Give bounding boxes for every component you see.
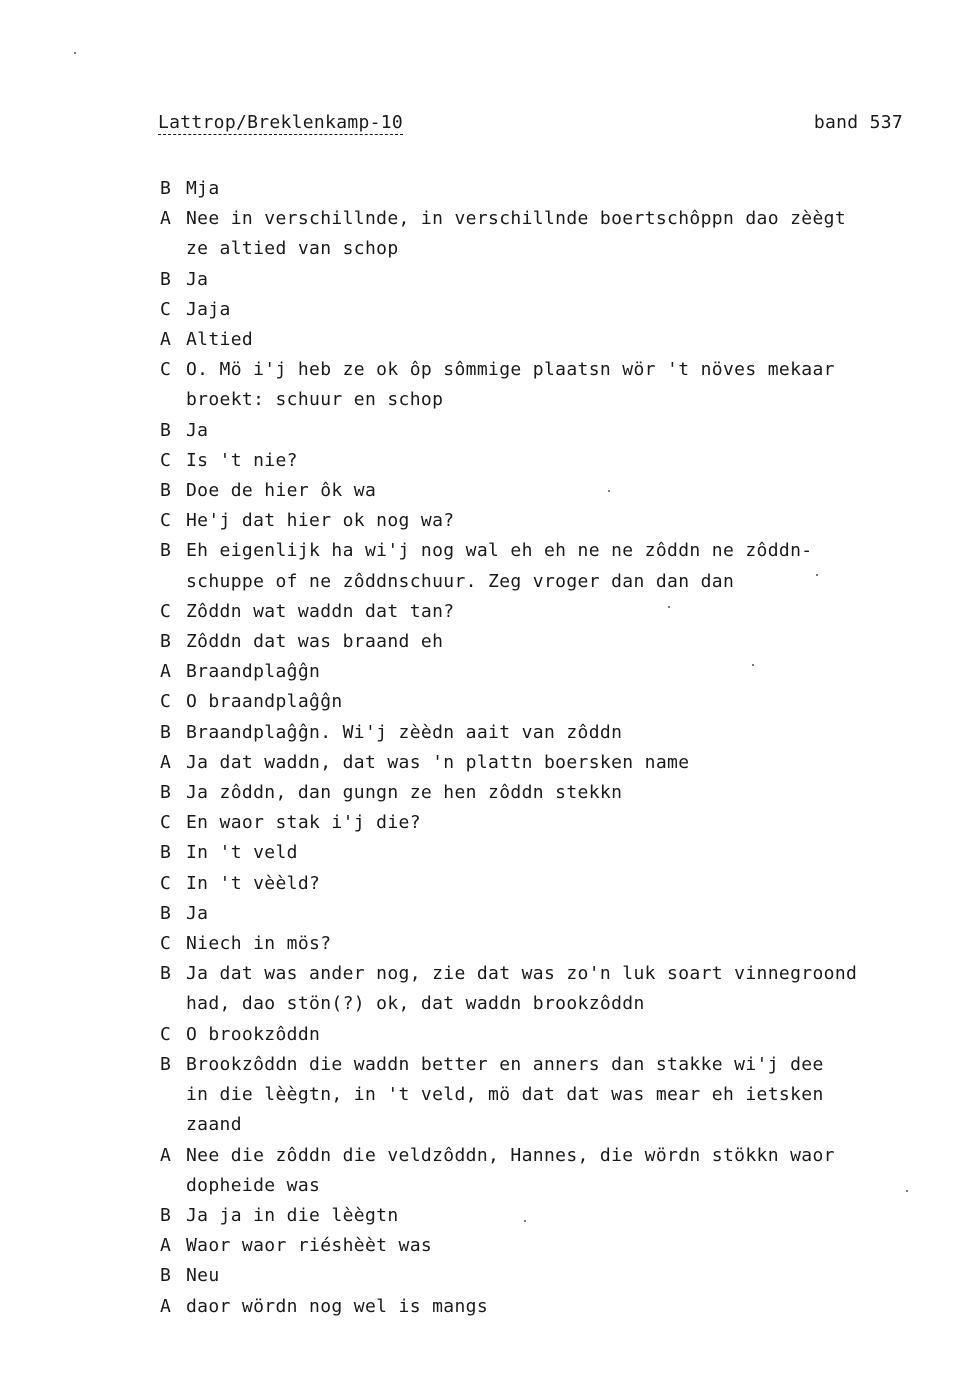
speaker-label: B xyxy=(160,1265,172,1287)
speaker-label: C xyxy=(160,359,172,381)
speaker-label: B xyxy=(160,902,172,924)
transcript-turn xyxy=(160,657,950,687)
speech-text: Doe de hier ôk wa xyxy=(186,480,377,502)
speaker-label: A xyxy=(160,1235,172,1257)
speech-text: Ja dat waddn, dat was 'n plattn boersken name xyxy=(186,751,690,773)
speech-text: Waor waor riéshèèt was xyxy=(186,1235,433,1257)
speaker-label: B xyxy=(160,1204,172,1226)
transcript-turn xyxy=(160,718,950,748)
transcript-turn xyxy=(160,204,950,264)
scan-speck xyxy=(752,664,754,666)
speech-text: daor wördn nog wel is mangs xyxy=(186,1295,489,1317)
speaker-label: B xyxy=(160,540,172,562)
speaker-label: B xyxy=(160,268,172,290)
speech-text: Braandplaĝĝn xyxy=(186,661,321,683)
speech-text: Is 't nie? xyxy=(186,449,298,471)
speech-text: Nee in verschillnde, in verschillnde boertschôppn dao zèègt ze altied van schop xyxy=(186,208,847,260)
speaker-label: B xyxy=(160,721,172,743)
transcript-turn xyxy=(160,1020,950,1050)
transcript-turn xyxy=(160,1201,950,1231)
speaker-label: B xyxy=(160,842,172,864)
transcript-turn xyxy=(160,446,950,476)
speaker-label: C xyxy=(160,449,172,471)
speech-text: Ja xyxy=(186,419,209,441)
speech-text: Ja ja in die lèègtn xyxy=(186,1204,399,1226)
speaker-label: A xyxy=(160,1144,172,1166)
speech-text: Niech in mös? xyxy=(186,933,332,955)
transcript-turn xyxy=(160,899,950,929)
speech-text: Jaja xyxy=(186,298,231,320)
speech-text: En waor stak i'j die? xyxy=(186,812,421,834)
speaker-label: B xyxy=(160,178,172,199)
transcript-turn xyxy=(160,506,950,536)
speaker-label: C xyxy=(160,600,172,622)
transcript-turn xyxy=(160,265,950,295)
speech-text: Ja xyxy=(186,902,209,924)
speaker-label: A xyxy=(160,751,172,773)
speech-text: Zôddn dat was braand eh xyxy=(186,631,444,653)
scan-speck xyxy=(816,574,818,576)
transcript xyxy=(160,174,950,1322)
page-header xyxy=(158,112,903,142)
transcript-turn xyxy=(160,1292,950,1322)
speaker-label: B xyxy=(160,631,172,653)
speaker-label: B xyxy=(160,1053,172,1075)
transcript-turn xyxy=(160,355,950,415)
speech-text: O braandplaĝĝn xyxy=(186,691,343,713)
speaker-label: B xyxy=(160,419,172,441)
scan-speck xyxy=(74,52,76,54)
speaker-label: A xyxy=(160,329,172,351)
speech-text: Ja xyxy=(186,268,209,290)
speech-text: He'j dat hier ok nog wa? xyxy=(186,510,455,532)
speech-text: Brookzôddn die waddn better en anners dan stakke wi'j dee in die lèègtn, in 't veld, mö dat dat was mear eh ietsken zaand xyxy=(186,1053,824,1136)
transcript-turn xyxy=(160,1231,950,1261)
band-number: band 537 xyxy=(813,112,903,133)
speaker-label: C xyxy=(160,1023,172,1045)
speech-text: Ja zôddn, dan gungn ze hen zôddn stekkn xyxy=(186,782,623,804)
speaker-label: A xyxy=(160,208,172,230)
speech-text: O brookzôddn xyxy=(186,1023,321,1045)
speaker-label: C xyxy=(160,691,172,713)
speaker-label: A xyxy=(160,661,172,683)
speech-text: Eh eigenlijk ha wi'j nog wal eh eh ne ne zôddn ne zôddn- schuppe of ne zôddnschuur. Zeg vroger dan dan dan xyxy=(186,540,813,592)
scan-speck xyxy=(668,606,670,608)
speech-text: Mja xyxy=(186,178,220,199)
speaker-label: C xyxy=(160,812,172,834)
speaker-label: B xyxy=(160,963,172,985)
speaker-label: A xyxy=(160,1295,172,1317)
speech-text: In 't veld xyxy=(186,842,298,864)
document-title: Lattrop/Breklenkamp-10 xyxy=(158,112,404,133)
transcript-turn xyxy=(160,325,950,355)
scan-speck xyxy=(524,1220,526,1222)
speech-text: Altied xyxy=(186,329,254,351)
transcript-turn xyxy=(160,536,950,596)
transcript-turn xyxy=(160,959,950,1019)
speaker-label: C xyxy=(160,510,172,532)
transcript-turn xyxy=(160,416,950,446)
speech-text: Braandplaĝĝn. Wi'j zèèdn aait van zôddn xyxy=(186,721,623,743)
speaker-label: C xyxy=(160,872,172,894)
speech-text: O. Mö i'j heb ze ok ôp sômmige plaatsn wör 't növes mekaar broekt: schuur en schop xyxy=(186,359,835,411)
transcript-turn xyxy=(160,627,950,657)
transcript-turn xyxy=(160,687,950,717)
transcript-turn xyxy=(160,597,950,627)
scan-speck xyxy=(608,490,610,492)
transcript-turn xyxy=(160,1050,950,1141)
speech-text: Ja dat was ander nog, zie dat was zo'n luk soart vinnegroond had, dao stön(?) ok, dat waddn brookzôddn xyxy=(186,963,858,1015)
scan-speck xyxy=(906,1190,908,1192)
speaker-label: B xyxy=(160,480,172,502)
transcript-turn xyxy=(160,929,950,959)
transcript-turn xyxy=(160,1261,950,1291)
transcript-turn xyxy=(160,808,950,838)
speech-text: Zôddn wat waddn dat tan? xyxy=(186,600,455,622)
transcript-turn xyxy=(160,869,950,899)
speech-text: Nee die zôddn die veldzôddn, Hannes, die wördn stökkn waor dopheide was xyxy=(186,1144,835,1196)
transcript-turn xyxy=(160,174,950,204)
speaker-label: C xyxy=(160,933,172,955)
transcript-turn xyxy=(160,778,950,808)
speaker-label: B xyxy=(160,782,172,804)
transcript-turn xyxy=(160,476,950,506)
speaker-label: C xyxy=(160,298,172,320)
speech-text: In 't vèèld? xyxy=(186,872,321,894)
transcript-turn xyxy=(160,1141,950,1201)
transcript-turn xyxy=(160,838,950,868)
transcript-turn xyxy=(160,748,950,778)
speech-text: Neu xyxy=(186,1265,220,1287)
transcript-turn xyxy=(160,295,950,325)
